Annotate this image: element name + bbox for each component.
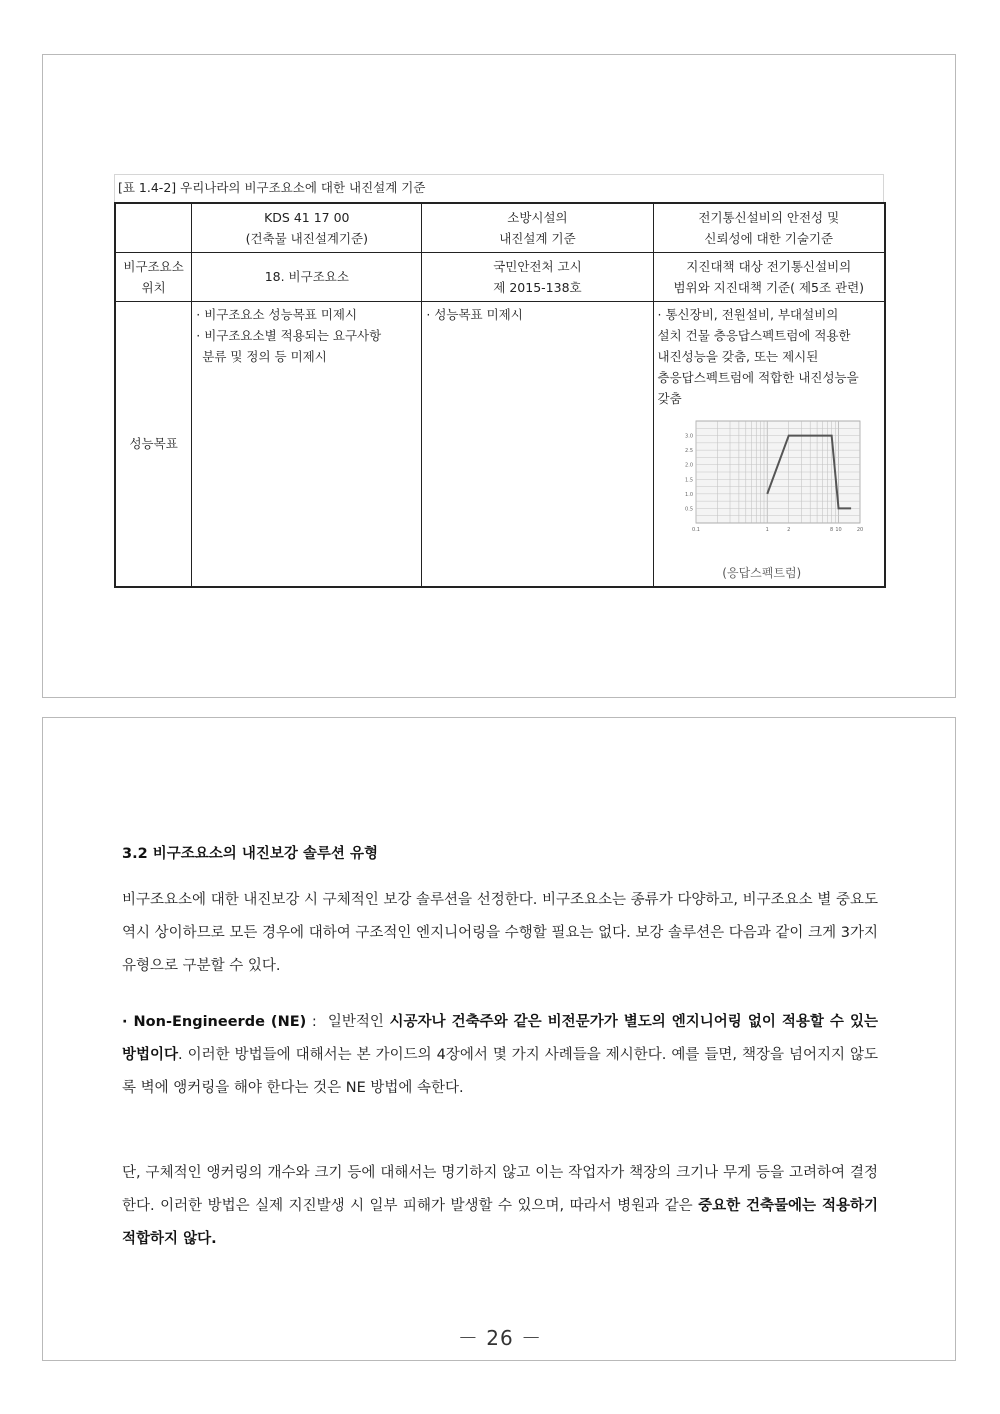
y-tick-label: 3.0 [684, 433, 693, 440]
header-fire-line1: 소방시설의 [507, 209, 568, 225]
goal-telecom-line3: 내진성능을 갖춤, 또는 제시된 [657, 348, 819, 364]
goal-kds-item1: · 비구조요소 성능목표 미제시 [196, 306, 358, 322]
table-header-row [115, 203, 885, 252]
x-tick-label: 0.1 [691, 526, 700, 533]
goal-telecom-line1: · 통신장비, 전원설비, 부대설비의 [657, 306, 839, 322]
ne-rest: . 이러한 방법들에 대해서는 본 가이드의 4장에서 몇 가지 사례들을 제시한다. 예를 들면, 책장을 넘어지지 않도록 벽에 앵커링을 해야 한다는 것은 NE 방법에 속한다. [122, 1047, 878, 1096]
goal-fire [422, 301, 653, 587]
page-number: － 26 － [457, 1326, 543, 1350]
paragraph-intro: 비구조요소에 대한 내진보강 시 구체적인 보강 솔루션을 선정한다. 비구조요소는 종류가 다양하고, 비구조요소 별 중요도 역시 상이하므로 모든 경우에 대하여 구조적인 엔지니어링을 수행할 필요는 없다. 보강 솔루션은 다음과 같이 크게 3가지 유형으로 구분할 수 있다. [122, 892, 878, 974]
row-label-position [115, 252, 192, 301]
position-telecom-line2: 범위와 지진대책 기준( 제5조 관련) [673, 279, 865, 295]
y-tick-label: 2.5 [684, 447, 693, 454]
anchoring-text: 단, 구체적인 앵커링의 개수와 크기 등에 대해서는 명기하지 않고 이는 작업자가 책장의 크기나 무게 등을 고려하여 결정한다. 이러한 방법은 실제 지진발생 시 일부 피해가 발생할 수 있으며, 따라서 병원과 같은 [122, 1165, 878, 1214]
anchoring-bold: 중요한 건축물에는 적용하기 적합하지 않다. [122, 1198, 878, 1247]
y-tick-label: 1.5 [684, 476, 693, 483]
paragraph-anchoring [122, 1157, 878, 1256]
goal-fire-item1: · 성능목표 미제시 [426, 306, 523, 322]
chart-caption: (응답스펙트럼) [722, 565, 802, 580]
x-tick-label: 8 [829, 526, 833, 533]
x-tick-label: 10 [834, 526, 842, 533]
header-telecom-line1: 전기통신설비의 안전성 및 [698, 209, 840, 225]
y-tick-label: 0.5 [684, 505, 693, 512]
x-tick-label: 1 [765, 526, 769, 533]
header-fire-line2: 내진설계 기준 [499, 230, 576, 246]
seismic-standards-table [114, 202, 886, 588]
position-fire [422, 252, 653, 301]
ne-bold: 시공자나 건축주와 같은 비전문가가 별도의 엔지니어링 없이 적용할 수 있는 방법이다 [122, 1014, 878, 1063]
header-telecom [653, 203, 885, 252]
position-telecom-line1: 지진대책 대상 전기통신설비의 [686, 258, 852, 274]
header-kds-line1: KDS 41 17 00 [264, 209, 350, 225]
header-empty-cell [115, 203, 192, 252]
goal-telecom-line4: 층응답스펙트럼에 적합한 내진성능을 [657, 369, 859, 385]
goal-telecom [653, 301, 885, 587]
row-label-position-line2: 위치 [141, 279, 166, 295]
y-tick-label: 2.0 [684, 462, 693, 469]
row-label-goal: 성능목표 [115, 301, 192, 587]
table-row-goal [115, 301, 885, 587]
row-label-position-line1: 비구조요소 [123, 258, 184, 274]
header-fire [422, 203, 653, 252]
goal-kds [192, 301, 422, 587]
position-fire-line1: 국민안전처 고시 [493, 258, 582, 274]
goal-telecom-line2: 설치 건물 층응답스펙트럼에 적용한 [657, 327, 851, 343]
table-row-position [115, 252, 885, 301]
header-kds-line2: (건축물 내진설계기준) [245, 230, 369, 246]
response-spectrum-svg [670, 415, 870, 545]
position-telecom [653, 252, 885, 301]
ne-sep: : 일반적인 [306, 1014, 390, 1030]
table-caption: [표 1.4-2] 우리나라의 비구조요소에 대한 내진설계 기준 [114, 174, 884, 202]
header-kds [192, 203, 422, 252]
goal-telecom-line5: 갖춤 [657, 390, 682, 406]
header-telecom-line2: 신뢰성에 대한 기술기준 [704, 230, 834, 246]
response-spectrum-chart [670, 415, 870, 565]
position-fire-line2: 제 2015-138호 [493, 279, 582, 295]
goal-kds-item2-cont: 분류 및 정의 등 미제시 [202, 348, 327, 364]
paragraph-ne [122, 1006, 878, 1105]
section-title: 3.2 비구조요소의 내진보강 솔루션 유형 [122, 846, 378, 862]
x-tick-label: 20 [856, 526, 863, 533]
x-tick-label: 2 [786, 526, 790, 533]
y-tick-label: 1.0 [684, 491, 693, 498]
goal-kds-item2: · 비구조요소별 적용되는 요구사항 [196, 327, 382, 343]
position-kds: 18. 비구조요소 [192, 252, 422, 301]
ne-lead: · Non-Engineerde (NE) [122, 1014, 307, 1030]
